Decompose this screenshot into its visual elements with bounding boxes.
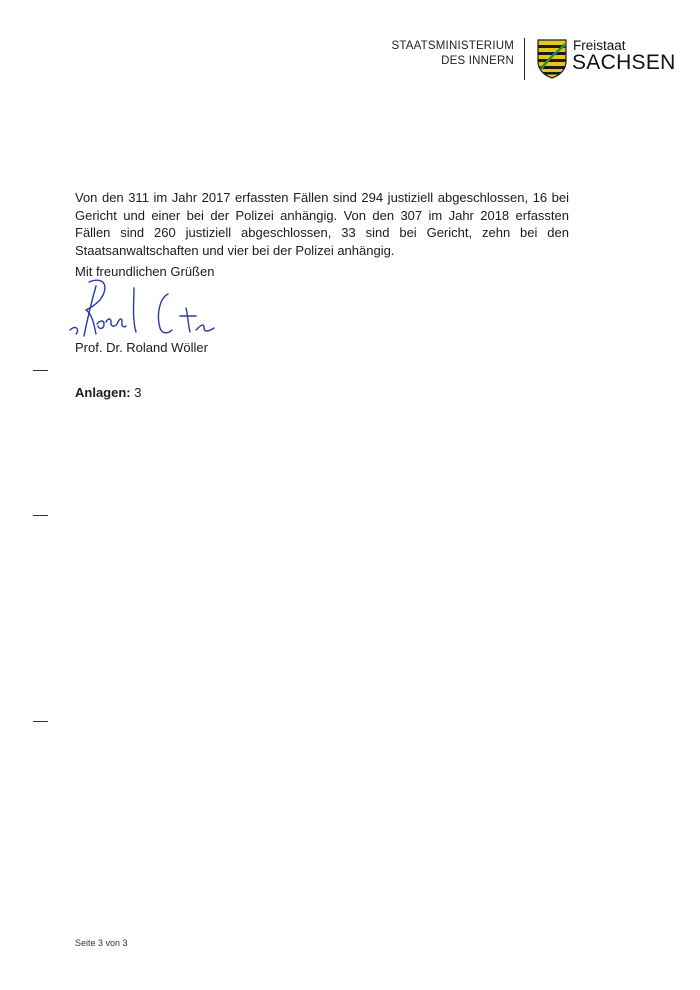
header-divider: [524, 38, 525, 80]
saxony-coat-of-arms-icon: [537, 39, 567, 79]
state-name-line2: SACHSEN: [572, 51, 676, 74]
body-paragraph: Von den 311 im Jahr 2017 erfassten Fällen sind 294 justiziell abgeschlossen, 16 bei Gericht und einer bei der Polizei anhängig. Von den 307 im Jahr 2018 erfassten Fällen sind 260 justiziell abgeschlossen, 33 sind bei Gericht, zehn bei den Staatsanwaltschaften und vier bei der Polizei anhängig.: [75, 190, 569, 258]
ministry-name-line1: STAATSMINISTERIUM: [391, 40, 514, 52]
ministry-name: [360, 39, 514, 69]
page-number: Seite 3 von 3: [75, 938, 128, 948]
closing-greeting: Mit freundlichen Grüßen: [75, 264, 215, 279]
punch-mark: [33, 515, 48, 516]
state-name-line1: Freistaat: [573, 38, 626, 53]
signer-name: Prof. Dr. Roland Wöller: [75, 340, 208, 355]
ministry-name-line2: DES INNERN: [441, 55, 514, 67]
fold-mark: [33, 721, 48, 722]
attachments-count: 3: [134, 385, 142, 400]
fold-mark: [33, 370, 48, 371]
attachments-line: [75, 385, 141, 400]
attachments-label: Anlagen:: [75, 385, 131, 400]
